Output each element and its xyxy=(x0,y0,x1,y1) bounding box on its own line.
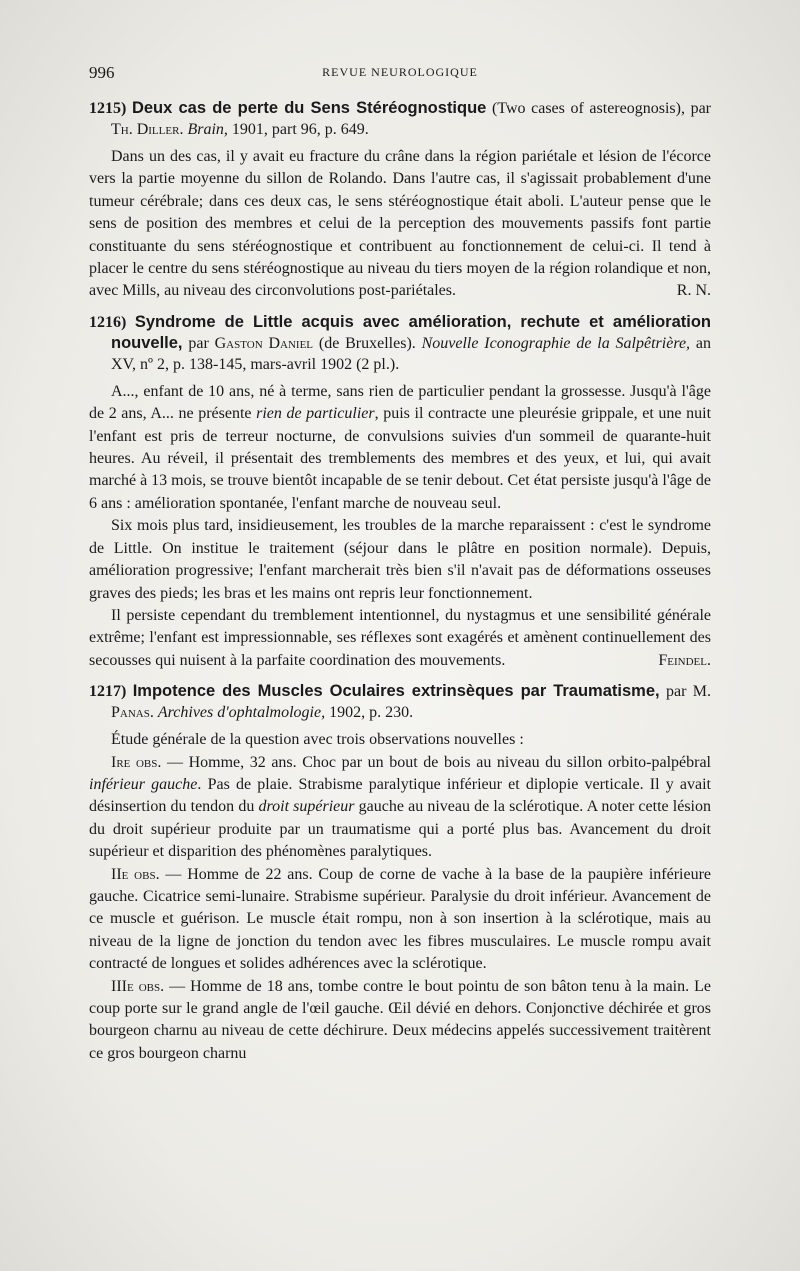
paragraph-text: Dans un des cas, il y avait eu fracture du crâne dans la région pariétale et lésion de l'écorce vers la partie moyenne du sillon de Rolando. Dans l'autre cas, il s'agissait probablement d'une tumeur cérébrale; dans ces deux cas, le sens stéréognostique était aboli. L'auteur pense que le sens de position des membres et celui de la perception des mouvements passifs font partie constituante du sens stéréognostique et contribuent au fonctionnement de celui-ci. Il tend à placer le centre du sens stéréognostique au niveau du tiers moyen de la région rolandique et non, avec Mills, au niveau des circonvolutions post-pariétales. xyxy=(89,148,711,300)
observation-label: IIIe obs. xyxy=(111,977,165,995)
paragraph xyxy=(89,381,711,515)
paragraph: Six mois plus tard, insidieusement, les troubles de la marche reparaissent : c'est le syndrome de Little. On institue le traitement (séjour dans le plâtre en position normale). Depuis, amélioration progressive; l'enfant marcherait très bien s'il n'avait pas de déformations osseuses graves des pieds; les bras et les mains ont repris leur fonctionnement. xyxy=(89,517,711,602)
signature: R. N. xyxy=(676,282,711,300)
journal-name: Archives d'ophtalmologie, xyxy=(157,704,326,722)
emphasis-text: rien de particulier xyxy=(256,405,375,423)
article-1216 xyxy=(89,312,711,672)
author-name: Panas xyxy=(111,704,150,722)
article-heading xyxy=(89,98,711,140)
article-heading xyxy=(89,312,711,375)
reference-text: an XV, nº 2, p. 138-145, mars-avril 1902 (2 pl.). xyxy=(111,334,711,373)
article-number: 1217) xyxy=(89,683,127,701)
emphasis-text: droit supérieur xyxy=(258,798,355,816)
paragraph-text: , puis il contracte une pleurésie grippale, et une nuit l'enfant est pris de terreur nocturne, de convulsions suivies d'un sommeil de quarante-huit heures. Au réveil, il présentait des tremblements des membres et des yeux, et lui, qui avait marché à 13 mois, se trouve bientôt incapable de se tenir debout. Cet état persiste jusqu'à l'âge de 6 ans : amélioration spontanée, l'enfant marche de nouveau seul. xyxy=(89,405,712,512)
paragraph-text: A..., enfant de 10 ans, né à terme, sans rien de particulier pendant la grossesse. Jusqu'à l'âge de 2 ans, A... ne présente xyxy=(89,382,711,423)
paragraph xyxy=(89,146,711,303)
article-number: 1215) xyxy=(89,100,127,117)
article-title: Impotence des Muscles Oculaires extrinsèques par Traumatisme, xyxy=(132,682,660,701)
paragraph-text: — Homme, 32 ans. Choc par un bout de bois au niveau du sillon orbito-palpébral xyxy=(161,753,711,771)
article-title: Syndrome de Little acquis avec amélioration, rechute et amélioration nouvelle, xyxy=(111,312,712,352)
article-title: Deux cas de perte du Sens Stéréognostique xyxy=(131,99,487,117)
author-name: Gaston Daniel xyxy=(214,334,314,352)
paragraph-text: Il persiste cependant du tremblement intentionnel, du nystagmus et une sensibilité générale extrême; l'enfant est impressionnable, ses réflexes sont exagérés et amènent continuellement des secousses qui nuisent à la parfaite coordination des mouvements. xyxy=(89,606,711,669)
reference-text: (Two cases of astereognosis), par xyxy=(486,100,711,117)
observation-3 xyxy=(89,976,711,1066)
observation-2 xyxy=(89,864,711,976)
journal-name: Nouvelle Iconographie de la Salpêtrière, xyxy=(421,334,691,352)
paragraph: Étude générale de la question avec trois observations nouvelles : xyxy=(111,731,524,749)
article-1215 xyxy=(89,98,711,303)
reference-text: 1901, part 96, p. 649. xyxy=(227,121,369,138)
article-1217 xyxy=(89,681,711,1065)
page-header xyxy=(89,63,711,85)
observation-1 xyxy=(89,752,711,864)
page-content xyxy=(89,98,711,1065)
observation-label: Ire obs. xyxy=(111,753,162,771)
paragraph-text: . Pas de plaie. Strabisme paralytique inférieur et diplopie verticale. Il y avait désinsertion du tendon du xyxy=(89,775,711,816)
paragraph-text: — Homme de 22 ans. Coup de corne de vache à la base de la paupière inférieure gauche. Cicatrice semi-lunaire. Strabisme supérieur. Paralysie du droit inférieur. Avancement de ce muscle et guérison. Le muscle était rompu, non à son insertion à la sclérotique, mais au niveau de la ligne de jonction du tendon avec les fibres musculaires. Le muscle rompu avait contracté de longues et solides adhérences avec la sclérotique. xyxy=(89,865,712,973)
reference-text: . xyxy=(179,121,188,138)
article-number: 1216) xyxy=(89,313,127,331)
reference-text: 1902, p. 230. xyxy=(325,704,414,722)
paragraph-text: gauche au niveau de la sclérotique. A noter cette lésion du droit supérieur produite par un traumatisme qui a porté plus bas. Avancement du droit supérieur et disparition des phénomènes paralytiques. xyxy=(89,798,711,861)
reference-text: par M. xyxy=(659,683,711,701)
reference-text: . xyxy=(149,704,158,722)
observation-label: IIe obs. xyxy=(111,865,160,883)
paragraph xyxy=(89,605,711,672)
spacer xyxy=(89,672,711,681)
reference-text: (de Bruxelles). xyxy=(313,334,422,352)
signature: Feindel. xyxy=(658,651,711,669)
author-name: Th. Diller xyxy=(111,121,180,138)
page-number: 996 xyxy=(89,63,115,82)
reference-text: par xyxy=(182,334,215,352)
journal-name: Brain, xyxy=(187,121,228,138)
article-heading xyxy=(89,681,711,723)
emphasis-text: inférieur gauche xyxy=(89,775,198,793)
spacer xyxy=(89,303,711,312)
running-head: REVUE NEUROLOGIQUE xyxy=(322,65,478,79)
paragraph-text: — Homme de 18 ans, tombe contre le bout pointu de son bâton tenu à la main. Le coup porte sur le grand angle de l'œil gauche. Œil dévié en dehors. Conjonctive déchirée et gros bourgeon charnu au niveau de cette déchirure. Deux médecins appelés successivement traitèrent ce gros bourgeon charnu xyxy=(89,977,711,1062)
